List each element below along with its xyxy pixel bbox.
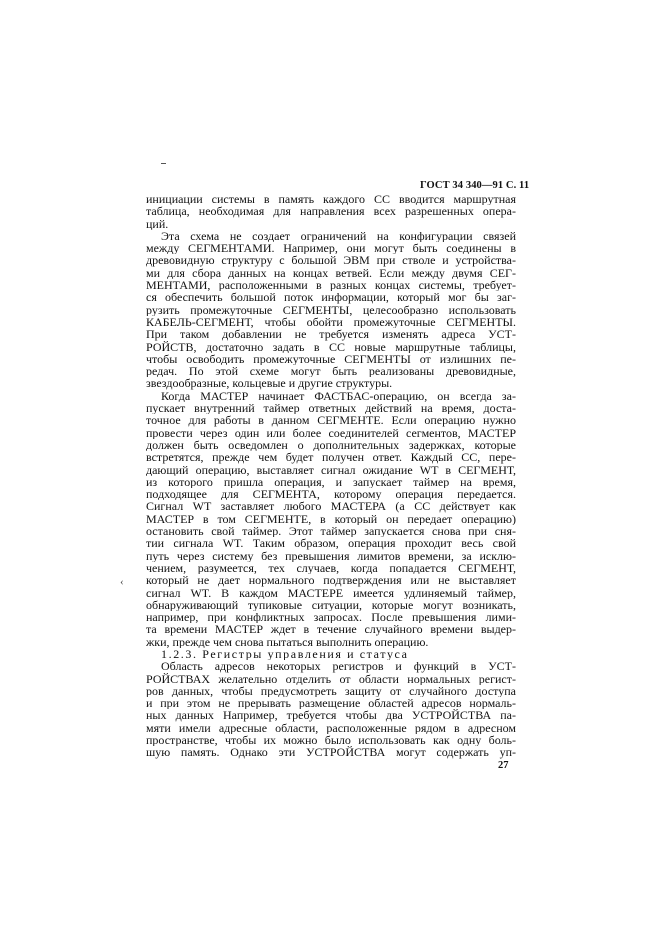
text-line: РОЙСТВАХ желательно отделить от области нормальных регист- bbox=[146, 672, 516, 685]
text-line: путь через систему без превышения лимитов времени, за исклю- bbox=[146, 549, 516, 562]
text-line: пускает внутренний таймер ответных действий на время, доста- bbox=[146, 402, 516, 415]
page-header: ГОСТ 34 340—91 С. 11 bbox=[420, 180, 530, 191]
body-text bbox=[146, 193, 516, 759]
text-line: и при этом не прерывать размещение областей адресов нормаль- bbox=[146, 697, 516, 710]
text-line: При таком добавлении не требуется изменять адреса УСТ- bbox=[146, 328, 516, 341]
text-line: пространстве, чтобы их можно было использовать как одну боль- bbox=[146, 734, 516, 747]
text-line: редач. По этой схеме могут быть реализованы древовидные, bbox=[146, 365, 516, 378]
text-line: звездообразные, кольцевые и другие структуры. bbox=[146, 377, 393, 390]
text-line: чением, разумеется, тех случаев, когда попадается СЕГМЕНТ, bbox=[146, 561, 516, 575]
text-line: чтобы освободить промежуточные СЕГМЕНТЫ от излишних пе- bbox=[146, 352, 516, 366]
text-line: ных данных Например, требуется чтобы два УСТРОЙСТВА па- bbox=[146, 709, 516, 722]
text-line: жки, прежде чем снова пытаться выполнить операцию. bbox=[146, 635, 429, 648]
text-line: МАСТЕР в том СЕГМЕНТЕ, в который он передает операцию) bbox=[146, 512, 516, 526]
text-line: рузить промежуточные СЕГМЕНТЫ, целесообразно использовать bbox=[146, 303, 516, 316]
margin-mark: ‹ bbox=[120, 576, 124, 588]
text-line: ми для сбора данных на концах ветвей. Если между двумя СЕГ- bbox=[146, 266, 516, 280]
text-line: РОЙСТВ, достаточно задать в СС новые маршрутные таблицы, bbox=[146, 340, 516, 353]
text-line: ций. bbox=[146, 217, 169, 230]
text-line: Сигнал WT заставляет любого МАСТЕРА (а СС действует как bbox=[146, 500, 516, 513]
text-line: Когда МАСТЕР начинает ФАСТБАС-операцию, он всегда за- bbox=[161, 389, 516, 403]
text-line: обнаруживающий тупиковые ситуации, которые могут возникать, bbox=[146, 598, 516, 612]
text-line: инициации системы в память каждого СС вводится маршрутная bbox=[146, 193, 516, 206]
text-line: остановить свой таймер. Этот таймер запускается снова при сня- bbox=[146, 525, 516, 538]
text-line: например, при конфликтных запросах. После превышения лими- bbox=[146, 611, 516, 624]
text-line: МЕНТАМИ, расположенными в разных концах системы, требует- bbox=[146, 279, 516, 292]
text-line: тии сигнала WT. Таким образом, операция проходит весь свой bbox=[146, 537, 516, 550]
section-heading: 1.2.3. Регистры управления и статуса bbox=[161, 647, 409, 661]
text-line: КАБЕЛЬ-СЕГМЕНТ, чтобы обойти промежуточные СЕГМЕНТЫ. bbox=[146, 315, 516, 329]
text-line: Область адресов некоторых регистров и функций в УСТ- bbox=[161, 660, 516, 673]
text-line: ся обеспечить большой поток информации, который мог бы заг- bbox=[146, 291, 516, 304]
margin-dash-mark bbox=[161, 163, 166, 164]
text-line: из которого пришла операция, и запускает таймер на время, bbox=[146, 475, 516, 489]
text-line: дающий операцию, выставляет сигнал ожидание WT в СЕГМЕНТ, bbox=[146, 463, 516, 476]
text-line: ров данных, чтобы предусмотреть защиту от случайного доступа bbox=[146, 684, 516, 698]
text-line: который не дает нормального подтверждения или не выставляет bbox=[146, 574, 516, 587]
text-line: та времени МАСТЕР ждет в течение случайного времени выдер- bbox=[146, 623, 516, 636]
text-line: сигнал WT. В каждом МАСТЕРЕ имеется удлиняемый таймер, bbox=[146, 586, 516, 599]
text-line: между СЕГМЕНТАМИ. Например, они могут быть соединены в bbox=[146, 242, 516, 255]
text-line: мяти имели адресные области, расположенные рядом в адресном bbox=[146, 721, 516, 735]
text-line: древовидную структуру с большой ЭВМ при стволе и устройства- bbox=[146, 254, 516, 267]
text-line: таблица, необходимая для направления всех разрешенных опера- bbox=[146, 205, 516, 218]
page-number: 27 bbox=[498, 760, 509, 771]
text-line: точное для работы в данном СЕГМЕНТЕ. Если операцию нужно bbox=[146, 414, 516, 427]
text-line: шую память. Однако эти УСТРОЙСТВА могут содержать уп- bbox=[146, 746, 516, 759]
text-line: подходящее для СЕГМЕНТА, которому операция передается. bbox=[146, 488, 516, 501]
text-line: встретятся, прежде чем будет получен ответ. Каждый СС, пере- bbox=[146, 451, 516, 464]
text-line: провести через один или более соединителей сегментов, МАСТЕР bbox=[146, 426, 516, 439]
text-line: должен быть осведомлен о дополнительных задержках, которые bbox=[146, 438, 516, 452]
text-line: Эта схема не создает ограничений на конфигурации связей bbox=[161, 229, 516, 243]
